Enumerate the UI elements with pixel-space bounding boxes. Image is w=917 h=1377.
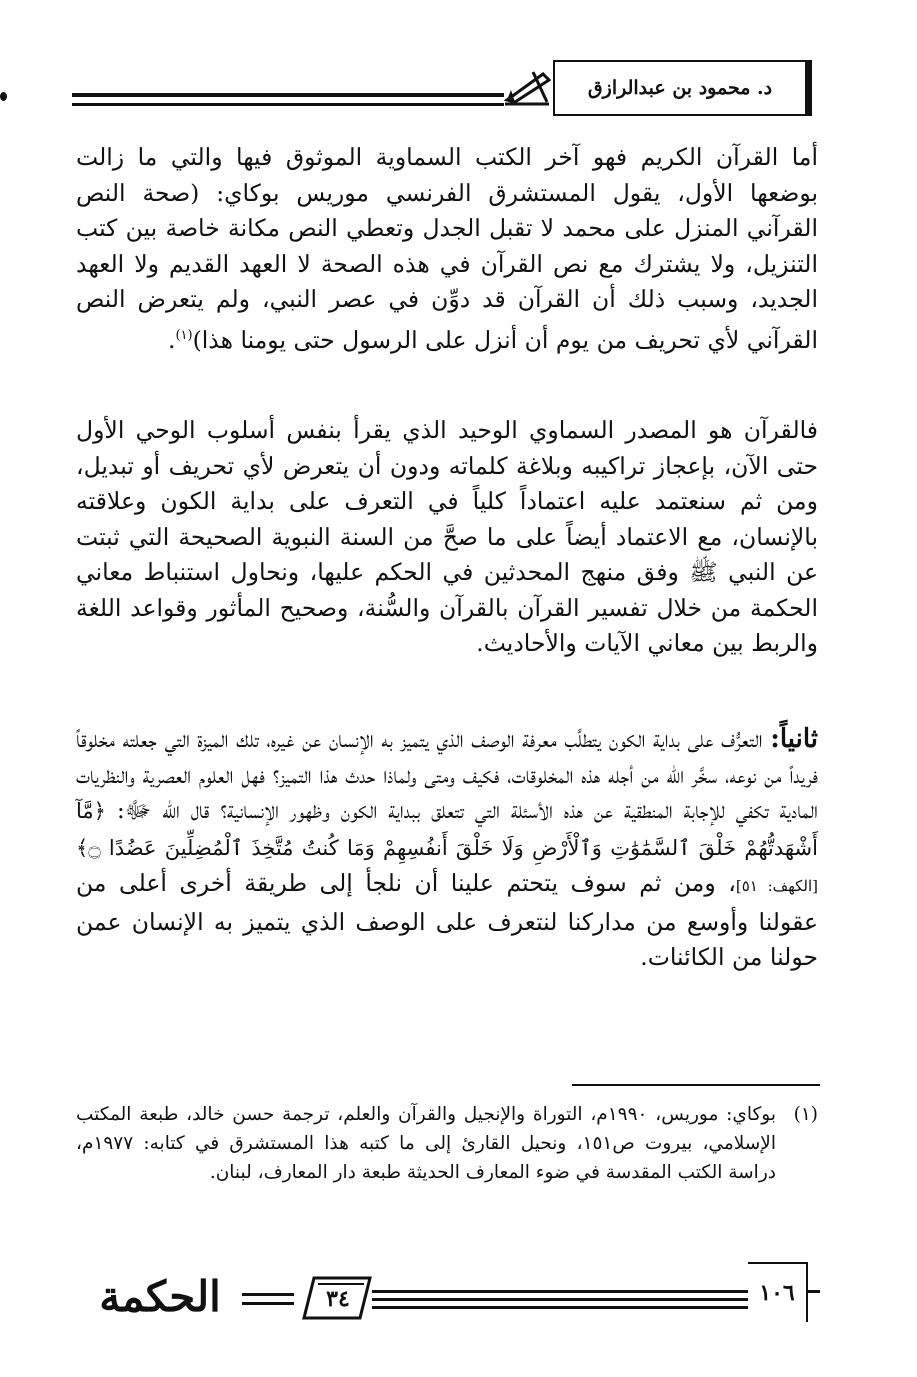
page-number: ١٠٦ bbox=[748, 1262, 808, 1322]
footnote-text: بوكاي: موريس، ١٩٩٠م، التوراة والإنجيل والقرآن والعلم، ترجمة حسن خالد، طبعة المكتب الإسلامي، بيروت ص١٥١، ونحيل القارئ إلى ما كتبه هذا المستشرق في كتابه: ١٩٧٧م، دراسة الكتب المقدسة في ضوء المعارف الحديثة طبعة دار المعارف، لبنان. bbox=[76, 1104, 776, 1183]
author-name: د. محمود بن عبدالرازق bbox=[553, 60, 812, 116]
page-edge-mark bbox=[0, 92, 7, 101]
magazine-title: الحكمة bbox=[99, 1271, 221, 1321]
footer-rule-2 bbox=[372, 1298, 748, 1301]
section-lead: ثانياً: bbox=[770, 724, 818, 754]
paragraph-3-text-b: ، ومن ثم سوف يتحتم علينا أن نلجأ إلى طريقة أخرى أعلى من عقولنا وأوسع من مداركنا لنتعرف على الوصف الذي يتميز به الإنسان عمن حولنا من الكائنات. bbox=[76, 869, 818, 971]
issue-number: ٣٤ bbox=[326, 1286, 350, 1312]
quran-verse: ﴿مَّآ أَشْهَدتُّهُمْ خَلْقَ ٱلسَّمَٰوَٰتِ وَٱلْأَرْضِ وَلَا خَلْقَ أَنفُسِهِمْ وَمَا كُنتُ مُتَّخِذَ ٱلْمُضِلِّينَ عَضُدًا ۝﴾ bbox=[76, 799, 818, 860]
paragraph-1-end: . bbox=[167, 325, 176, 354]
header-rule-top bbox=[72, 93, 504, 97]
footnote-number: (١) bbox=[793, 1104, 818, 1125]
footnote-ref: (١) bbox=[175, 327, 193, 343]
footer-rule-left-1 bbox=[242, 1293, 294, 1296]
paragraph-2: فالقرآن هو المصدر السماوي الوحيد الذي يقرأ بنفس أسلوب الوحي الأول حتى الآن، بإعجاز تراكيبه وبلاغة كلماته ودون أن يتعرض لأي تحريف أو تبديل، ومن ثم سنعتمد عليه اعتماداً كلياً في التعرف على بداية الكون وعلاقته بالإنسان، مع الاعتماد أيضاً على ما صحَّ من السنة النبوية الصحيحة التي ثبتت عن النبي ﷺ وفق منهج المحدثين في الحكم عليها، ونحاول استنباط معاني الحكمة من خلال تفسير القرآن بالقرآن والسُّنة، وصحيح المأثور وقواعد اللغة والربط بين معاني الآيات والأحاديث. bbox=[76, 416, 818, 657]
verse-reference: [الكهف: ٥١] bbox=[735, 877, 818, 895]
footnote bbox=[76, 1100, 818, 1187]
paragraph-1-text: أما القرآن الكريم فهو آخر الكتب السماوية الموثوق فيها والتي ما زالت بوضعها الأول، يقول المستشرق الفرنسي موريس بوكاي: (صحة النص القرآني المنزل على محمد لا تقبل الجدل وتعطي النص مكانة خاصة بين كتب التنزيل، ولا يشترك مع نص القرآن في هذه الصحة لا العهد القديم ولا العهد الجديد، وسبب ذلك أن القرآن قد دوِّن في عصر النبي، ولم يتعرض النص القرآني لأي تحريف من يوم أن أنزل على الرسول حتى يومنا هذا) bbox=[76, 143, 818, 354]
footer-rule-3 bbox=[372, 1306, 748, 1309]
paragraph-3 bbox=[76, 722, 818, 976]
footer-rule-left-2 bbox=[242, 1302, 294, 1305]
footer-rule-end bbox=[806, 1290, 820, 1293]
pen-icon bbox=[503, 68, 551, 106]
paragraph-1 bbox=[76, 140, 818, 358]
footnote-rule bbox=[572, 1084, 820, 1086]
footer-rule-1 bbox=[372, 1290, 748, 1293]
header-rule-bottom bbox=[72, 103, 504, 106]
paragraph-3-text-a: التعرُّف على بداية الكون يتطلَّب معرفة الوصف الذي يتميز به الإنسان عن غيره، تلك الميزة التي جعلته مخلوقاً فريداً من نوعه، سخَّر الله من أجله هذه المخلوقات، فكيف ومتى ولماذا حدث هذا التميز؟ فهل العلوم العصرية والنظريات المادية تكفي للإجابة المنطقية عن هذه الأسئلة التي تتعلق ببداية الكون وظهور الإنسانية؟ قال الله ﷻ: bbox=[76, 725, 818, 824]
